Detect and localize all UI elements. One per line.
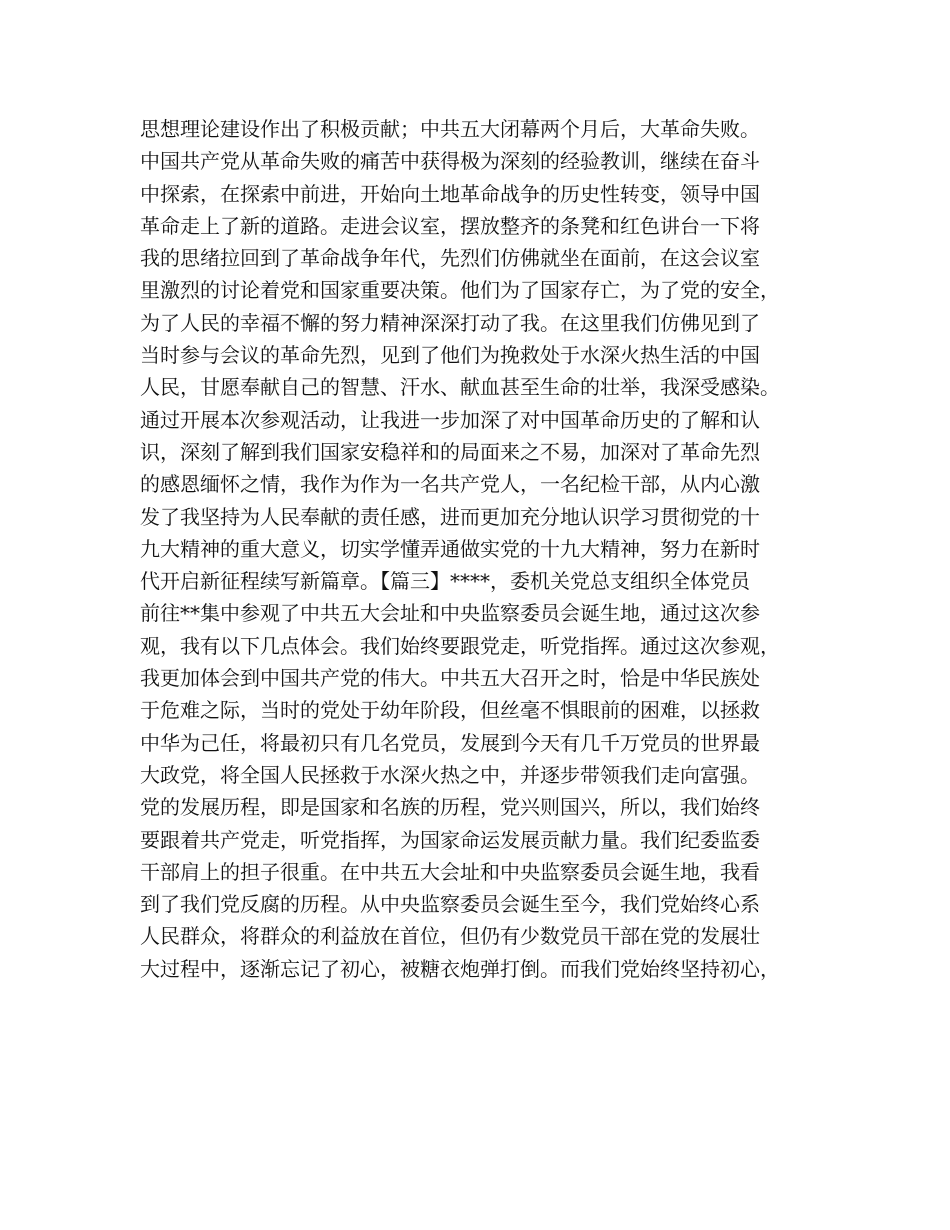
text-line: 干部肩上的担子很重。在中共五大会址和中央监察委员会诞生地，我看 [140, 859, 760, 884]
text-line: 我的思绪拉回到了革命战争年代，先烈们仿佛就坐在面前，在这会议室 [140, 246, 760, 271]
text-line: 中华为己任，将最初只有几名党员，发展到今天有几千万党员的世界最 [140, 730, 760, 755]
text-line: 大政党，将全国人民拯救于水深火热之中，并逐步带领我们走向富强。 [140, 762, 760, 787]
text-line: 党的发展历程，即是国家和名族的历程，党兴则国兴，所以，我们始终 [140, 795, 760, 820]
text-line: 大过程中，逐渐忘记了初心，被糖衣炮弹打倒。而我们党始终坚持初心， [140, 956, 780, 981]
body-text [140, 113, 830, 985]
text-line: 九大精神的重大意义，切实学懂弄通做实党的十九大精神，努力在新时 [140, 536, 760, 561]
text-line: 前往**集中参观了中共五大会址和中央监察委员会诞生地，通过这次参 [140, 601, 760, 626]
text-line: 思想理论建设作出了积极贡献；中共五大闭幕两个月后，大革命失败。 [140, 117, 760, 141]
text-line: 识，深刻了解到我们国家安稳祥和的局面来之不易，加深对了革命先烈 [140, 439, 760, 464]
text-line: 到了我们党反腐的历程。从中央监察委员会诞生至今，我们党始终心系 [140, 892, 760, 917]
text-line: 的感恩缅怀之情，我作为作为一名共产党人，一名纪检干部，从内心激 [140, 472, 760, 497]
text-line: 发了我坚持为人民奉献的责任感，进而更加充分地认识学习贯彻党的十 [140, 504, 760, 529]
text-line: 我更加体会到中国共产党的伟大。中共五大召开之时，恰是中华民族处 [140, 666, 760, 691]
text-line: 里激烈的讨论着党和国家重要决策。他们为了国家存亡，为了党的安全， [140, 278, 780, 303]
text-line: 革命走上了新的道路。走进会议室，摆放整齐的条凳和红色讲台一下将 [140, 213, 760, 238]
text-line: 代开启新征程续写新篇章。【篇三】****，委机关党总支组织全体党员 [140, 569, 750, 594]
text-line: 当时参与会议的革命先烈，见到了他们为挽救处于水深火热生活的中国 [140, 343, 760, 368]
text-line: 于危难之际，当时的党处于幼年阶段，但丝毫不惧眼前的困难，以拯救 [140, 698, 760, 723]
text-line: 观，我有以下几点体会。我们始终要跟党走，听党指挥。通过这次参观， [140, 633, 780, 658]
text-line: 中国共产党从革命失败的痛苦中获得极为深刻的经验教训，继续在奋斗 [140, 149, 760, 174]
text-line: 通过开展本次参观活动，让我进一步加深了对中国革命历史的了解和认 [140, 407, 760, 432]
text-line: 中探索，在探索中前进，开始向土地革命战争的历史性转变，领导中国 [140, 181, 760, 206]
text-line: 要跟着共产党走，听党指挥，为国家命运发展贡献力量。我们纪委监委 [140, 827, 760, 852]
text-line: 人民群众，将群众的利益放在首位，但仍有少数党员干部在党的发展壮 [140, 924, 760, 949]
text-line: 人民，甘愿奉献自己的智慧、汗水、献血甚至生命的壮举，我深受感染。 [140, 375, 780, 400]
text-line: 为了人民的幸福不懈的努力精神深深打动了我。在这里我们仿佛见到了 [140, 310, 760, 335]
